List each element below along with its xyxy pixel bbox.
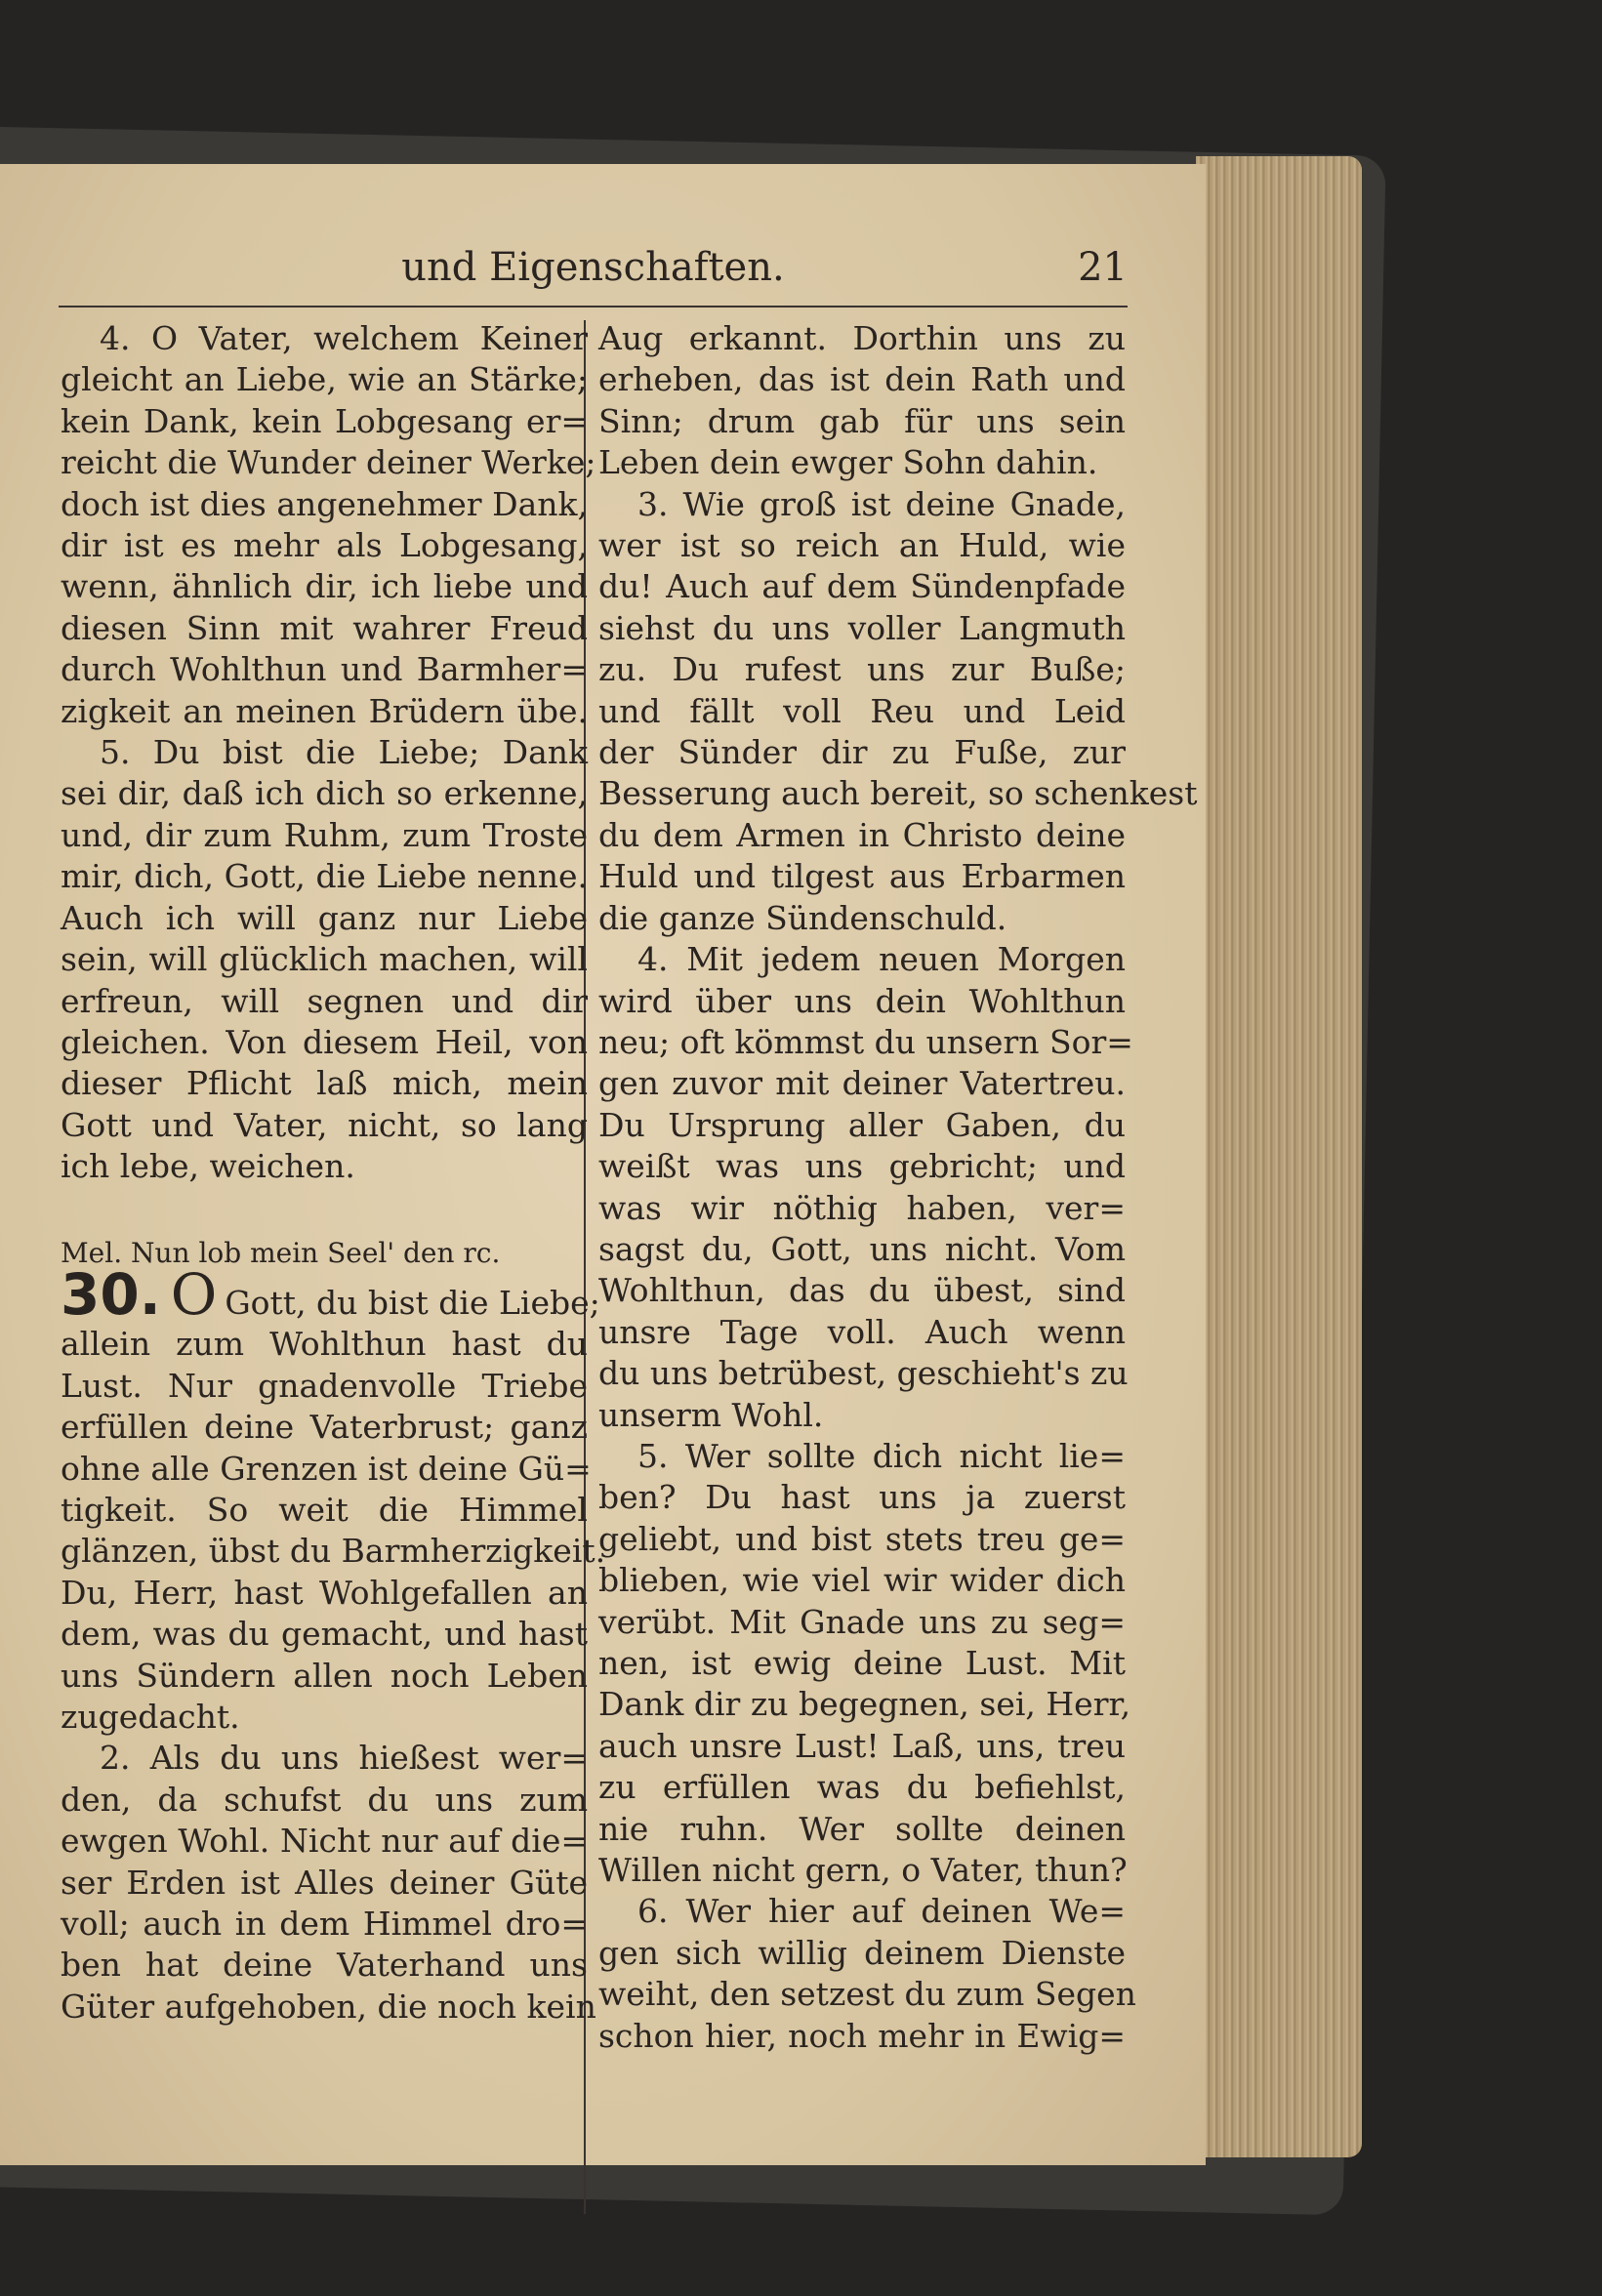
text-line: Lust. Nur gnadenvolle Triebe bbox=[61, 1366, 588, 1405]
text-line: du! Auch auf dem Sündenpfade bbox=[598, 567, 1126, 606]
text-line: Sinn; drum gab für uns sein bbox=[598, 401, 1126, 440]
hymn-30-verse-2 bbox=[61, 1738, 596, 2028]
text-line: Besserung auch bereit, so schenkest bbox=[598, 774, 1198, 813]
verse-3 bbox=[598, 484, 1198, 939]
text-line: wer ist so reich an Huld, wie bbox=[598, 526, 1126, 565]
text-line: durch Wohlthun und Barmher= bbox=[61, 650, 588, 689]
text-line: Güter aufgehoben, die noch kein bbox=[61, 1987, 596, 2026]
text-line: Aug erkannt. Dorthin uns zu bbox=[598, 319, 1126, 357]
text-line: Willen nicht gern, o Vater, thun? bbox=[598, 1851, 1128, 1890]
text-line: dieser Pflicht laß mich, mein bbox=[61, 1064, 588, 1103]
verse-5-right bbox=[598, 1436, 1131, 1891]
text-line: sei dir, daß ich dich so erkenne, bbox=[61, 774, 588, 813]
text-line: 4. O Vater, welchem Keiner bbox=[100, 319, 588, 357]
text-line: den, da schufst du uns zum bbox=[61, 1780, 588, 1819]
page-edges bbox=[1196, 156, 1362, 2157]
text-line: auch unsre Lust! Laß, uns, treu bbox=[598, 1726, 1126, 1765]
text-line: 5. Wer sollte dich nicht lie= bbox=[637, 1436, 1126, 1475]
text-line: neu; oft kömmst du unsern Sor= bbox=[598, 1022, 1133, 1061]
page-header bbox=[59, 237, 1128, 308]
text-line: ewgen Wohl. Nicht nur auf die= bbox=[61, 1822, 588, 1861]
text-line: ser Erden ist Alles deiner Güte bbox=[61, 1863, 588, 1902]
text-line: Du, Herr, hast Wohlgefallen an bbox=[61, 1573, 588, 1612]
text-line: nie ruhn. Wer sollte deinen bbox=[598, 1809, 1126, 1848]
verse-4-right bbox=[598, 939, 1133, 1436]
text-line: weißt was uns gebricht; und bbox=[598, 1147, 1126, 1186]
text-line: 3. Wie groß ist deine Gnade, bbox=[637, 484, 1126, 523]
text-line: Wohlthun, das du übest, sind bbox=[598, 1271, 1126, 1310]
text-line: reicht die Wunder deiner Werke; bbox=[61, 443, 596, 482]
text-line: gleicht an Liebe, wie an Stärke; bbox=[61, 360, 588, 399]
text-line: dir ist es mehr als Lobgesang, bbox=[61, 526, 588, 565]
text-line: 2. Als du uns hießest wer= bbox=[100, 1739, 588, 1778]
text-line: ben hat deine Vaterhand uns bbox=[61, 1946, 588, 1985]
text-line: gen zuvor mit deiner Vatertreu. bbox=[598, 1064, 1126, 1103]
hymn-30-verse-1 bbox=[61, 1324, 606, 1738]
text-line: diesen Sinn mit wahrer Freud bbox=[61, 608, 588, 647]
text-line: Huld und tilgest aus Erbarmen bbox=[598, 857, 1126, 896]
text-line: wenn, ähnlich dir, ich liebe und bbox=[61, 567, 588, 606]
text-line: siehst du uns voller Langmuth bbox=[598, 608, 1126, 647]
text-line: kein Dank, kein Lobgesang er= bbox=[61, 401, 588, 440]
text-line: mir, dich, Gott, die Liebe nenne. bbox=[61, 857, 588, 896]
text-line: schon hier, noch mehr in Ewig= bbox=[598, 2016, 1126, 2055]
melody-line: Mel. Nun lob mein Seel' den rc. bbox=[61, 1236, 501, 1269]
text-line: und, dir zum Ruhm, zum Troste bbox=[61, 815, 588, 854]
hymn-number: 30. bbox=[61, 1260, 161, 1328]
text-line: Leben dein ewger Sohn dahin. bbox=[598, 443, 1098, 482]
text-line: und fällt voll Reu und Leid bbox=[598, 691, 1126, 730]
text-line: verübt. Mit Gnade uns zu seg= bbox=[598, 1602, 1126, 1641]
text-line: Auch ich will ganz nur Liebe bbox=[61, 898, 588, 937]
text-line: erfüllen deine Vaterbrust; ganz bbox=[61, 1408, 588, 1447]
text-line: 4. Mit jedem neuen Morgen bbox=[637, 940, 1126, 979]
text-line: uns Sündern allen noch Leben bbox=[61, 1656, 588, 1695]
text-line: du uns betrübest, geschieht's zu bbox=[598, 1354, 1129, 1393]
text-line: unserm Wohl. bbox=[598, 1395, 824, 1434]
text-line: 6. Wer hier auf deinen We= bbox=[637, 1892, 1126, 1931]
running-head: und Eigenschaften. bbox=[401, 245, 785, 290]
text-line: tigkeit. So weit die Himmel bbox=[61, 1490, 588, 1529]
text-line: sagst du, Gott, uns nicht. Vom bbox=[598, 1229, 1126, 1268]
text-line: Gott und Vater, nicht, so lang bbox=[61, 1105, 588, 1144]
page-number: 21 bbox=[1078, 245, 1128, 290]
book-page bbox=[0, 164, 1206, 2165]
text-line: sein, will glücklich machen, will bbox=[61, 940, 588, 979]
verse-continuation bbox=[598, 318, 1126, 484]
text-line: ben? Du hast uns ja zuerst bbox=[598, 1478, 1126, 1517]
text-line: Du Ursprung aller Gaben, du bbox=[598, 1105, 1126, 1144]
text-line: zigkeit an meinen Brüdern übe. bbox=[61, 691, 588, 730]
text-line: zugedacht. bbox=[61, 1698, 240, 1736]
text-line: 5. Du bist die Liebe; Dank bbox=[100, 733, 588, 772]
text-line: doch ist dies angenehmer Dank, bbox=[61, 484, 588, 523]
right-column bbox=[598, 318, 1198, 2057]
hymn-first-line: Gott, du bist die Liebe; bbox=[225, 1283, 600, 1322]
text-line: der Sünder dir zu Fuße, zur bbox=[598, 733, 1126, 772]
verse-5 bbox=[61, 732, 588, 1187]
verse-4 bbox=[61, 318, 596, 732]
text-line: allein zum Wohlthun hast du bbox=[61, 1325, 588, 1364]
text-line: ich lebe, weichen. bbox=[61, 1147, 355, 1186]
text-line: du dem Armen in Christo deine bbox=[598, 815, 1126, 854]
left-column bbox=[61, 318, 606, 2028]
text-line: voll; auch in dem Himmel dro= bbox=[61, 1905, 588, 1944]
text-line: Dank dir zu begegnen, sei, Herr, bbox=[598, 1685, 1131, 1724]
text-line: blieben, wie viel wir wider dich bbox=[598, 1561, 1126, 1600]
text-line: dem, was du gemacht, und hast bbox=[61, 1615, 588, 1654]
text-line: erfreun, will segnen und dir bbox=[61, 981, 588, 1020]
text-line: die ganze Sündenschuld. bbox=[598, 898, 1007, 937]
text-line: gleichen. Von diesem Heil, von bbox=[61, 1022, 588, 1061]
text-line: glänzen, übst du Barmherzigkeit. bbox=[61, 1532, 606, 1571]
verse-6-right bbox=[598, 1891, 1136, 2057]
text-line: zu erfüllen was du befiehlst, bbox=[598, 1768, 1126, 1807]
text-line: zu. Du rufest uns zur Buße; bbox=[598, 650, 1126, 689]
text-line: unsre Tage voll. Auch wenn bbox=[598, 1312, 1126, 1351]
text-line: erheben, das ist dein Rath und bbox=[598, 360, 1126, 399]
text-line: nen, ist ewig deine Lust. Mit bbox=[598, 1644, 1126, 1682]
text-line: ohne alle Grenzen ist deine Gü= bbox=[61, 1449, 592, 1488]
drop-initial: O bbox=[170, 1260, 218, 1328]
text-line: wird über uns dein Wohlthun bbox=[598, 981, 1126, 1020]
text-line: weiht, den setzest du zum Segen bbox=[598, 1975, 1136, 2014]
text-line: gen sich willig deinem Dienste bbox=[598, 1933, 1126, 1972]
hymn-30-heading bbox=[61, 1260, 600, 1328]
text-line: was wir nöthig haben, ver= bbox=[598, 1188, 1126, 1227]
text-line: geliebt, und bist stets treu ge= bbox=[598, 1519, 1126, 1558]
spacer bbox=[61, 1188, 588, 1233]
